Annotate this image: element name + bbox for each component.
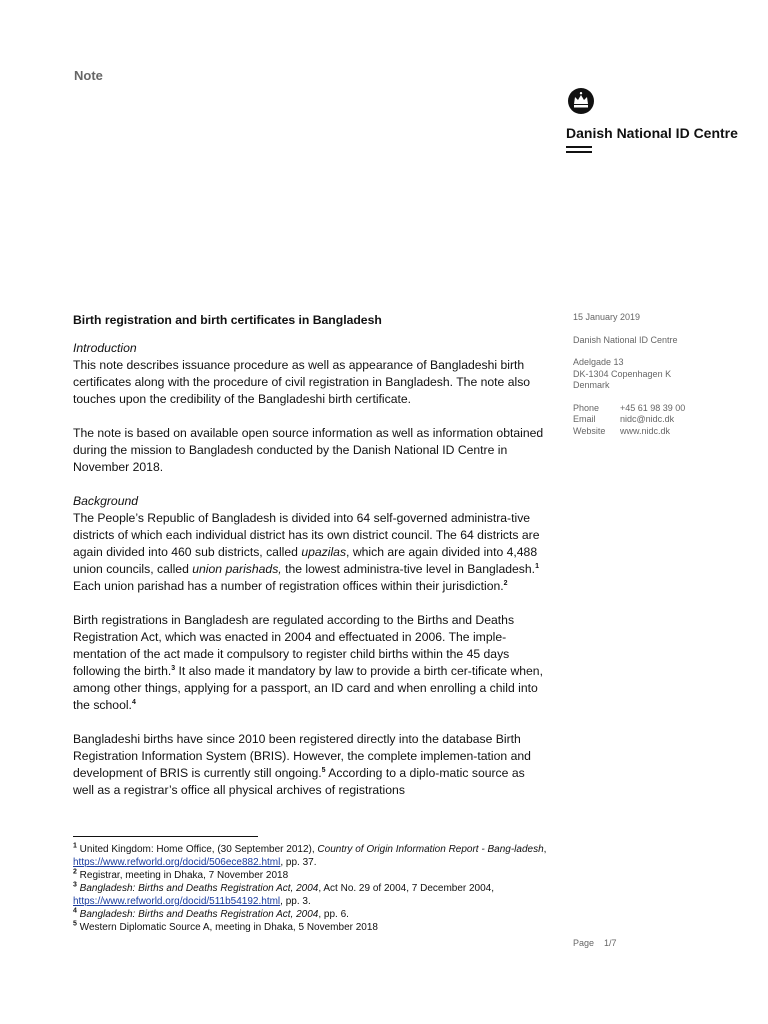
page-value: 1/7 bbox=[604, 938, 617, 948]
crown-icon bbox=[568, 88, 594, 114]
intro-paragraph-1 bbox=[73, 357, 548, 408]
address-line: Adelgade 13 bbox=[573, 357, 624, 367]
sidebar-info bbox=[573, 312, 753, 448]
background-heading: Background bbox=[73, 494, 139, 508]
contact-value[interactable]: +45 61 98 39 00 bbox=[620, 402, 686, 413]
logo-lines bbox=[566, 146, 592, 153]
footnote-divider bbox=[73, 836, 258, 837]
intro-text-1: This note describes issuance procedure as well as appearance of Bangladeshi birth certificates along with the procedure of civil registration in Bangladesh. The note also touches upon the credibility of the Bangladeshi birth certificate. bbox=[73, 358, 531, 406]
contact-phone bbox=[573, 403, 753, 415]
footnote-text: , pp. 6. bbox=[318, 909, 349, 920]
footnote-number: 2 bbox=[73, 868, 77, 876]
footnote-4 bbox=[73, 908, 548, 921]
contact-label: Email bbox=[573, 414, 596, 424]
document-title: Birth registration and birth certificates in Bangladesh bbox=[73, 313, 382, 327]
contact-label: Website bbox=[573, 425, 606, 436]
footnotes bbox=[73, 843, 548, 934]
org-name: Danish National ID Centre bbox=[566, 125, 738, 141]
page-label: Page bbox=[573, 938, 595, 948]
footnote-ref-2[interactable]: 2 bbox=[503, 579, 508, 587]
contact-block bbox=[573, 403, 753, 438]
footnote-2 bbox=[73, 869, 548, 882]
footnote-ref-5[interactable]: 5 bbox=[321, 766, 326, 774]
bg3-text: According to a diplo-matic source as well as a registrar’s office all physical archives of registrations bbox=[73, 766, 525, 797]
address-line: Denmark bbox=[573, 380, 610, 390]
page-number bbox=[573, 938, 617, 948]
footnote-text: Western Diplomatic Source A, meeting in Dhaka, 5 November 2018 bbox=[76, 922, 378, 933]
footnote-text: , pp. 37. bbox=[280, 857, 317, 868]
background-paragraph-3 bbox=[73, 731, 548, 799]
address-block bbox=[573, 357, 753, 392]
bg3-text: Bangladeshi births have since 2010 been registered directly into the database Birth Registration Information System (BRIS). However, the complete implemen-tation and development of BRIS is currently still ongoing. bbox=[73, 732, 531, 780]
footnote-text: , bbox=[543, 844, 547, 855]
bg1-text: , which are again divided into 4,488 union councils, called bbox=[73, 545, 538, 576]
footnote-5 bbox=[73, 921, 548, 934]
footnote-1 bbox=[73, 843, 548, 869]
footnote-ref-1[interactable]: 1 bbox=[535, 562, 539, 570]
contact-email bbox=[573, 414, 753, 426]
note-label: Note bbox=[74, 68, 103, 83]
background-paragraph-2 bbox=[73, 612, 548, 714]
intro-text-2: The note is based on available open source information as well as information obtained during the mission to Bangladesh conducted by the Danish National ID Centre in November 2018. bbox=[73, 426, 544, 474]
document-date: 15 January 2019 bbox=[573, 312, 641, 322]
footnote-text: Registrar, meeting in Dhaka, 7 November 2018 bbox=[76, 870, 289, 881]
footnote-number: 3 bbox=[73, 881, 77, 889]
footnote-italic: Bangladesh: Births and Deaths Registration Act, 2004 bbox=[76, 909, 319, 920]
address-line: DK-1304 Copenhagen K bbox=[573, 368, 672, 379]
org-logo bbox=[566, 88, 746, 156]
contact-label: Phone bbox=[573, 402, 600, 413]
footnote-link[interactable]: https://www.refworld.org/docid/506ece882.html bbox=[73, 857, 281, 868]
bg2-text: Birth registrations in Bangladesh are regulated according to the Births and Deaths Registration Act, which was enacted in 2004 and effectuated in 2006. The imple-mentation of the act made it compulsory to register child births within the 45 days following the birth. bbox=[73, 613, 515, 678]
footnote-italic: Country of Origin Information Report - Bang-ladesh bbox=[317, 844, 544, 855]
footnote-number: 1 bbox=[73, 842, 77, 850]
footnote-ref-3[interactable]: 3 bbox=[171, 664, 176, 672]
footnote-text: United Kingdom: Home Office, (30 September 2012), bbox=[76, 844, 318, 855]
footnote-ref-4[interactable]: 4 bbox=[131, 698, 136, 706]
footnote-italic: Bangladesh: Births and Deaths Registration Act, 2004 bbox=[76, 883, 319, 894]
bg1-text: the lowest administra-tive level in Bangladesh. bbox=[281, 562, 536, 576]
introduction-heading: Introduction bbox=[73, 341, 137, 355]
footnote-number: 4 bbox=[73, 907, 77, 915]
footnote-text: , Act No. 29 of 2004, 7 December 2004, bbox=[318, 883, 495, 894]
bg1-union-parishads: union parishads, bbox=[192, 562, 282, 576]
document-body bbox=[73, 312, 548, 816]
contact-value[interactable]: www.nidc.dk bbox=[620, 425, 671, 436]
sidebar-org: Danish National ID Centre bbox=[573, 334, 678, 345]
bg1-upazilas: upazilas bbox=[301, 545, 347, 559]
footnote-3 bbox=[73, 882, 548, 908]
contact-website bbox=[573, 426, 753, 438]
bg1-text: Each union parishad has a number of registration offices within their jurisdiction. bbox=[73, 579, 504, 593]
footnote-link[interactable]: https://www.refworld.org/docid/511b54192.html bbox=[73, 896, 281, 907]
contact-value[interactable]: nidc@nidc.dk bbox=[620, 414, 675, 424]
bg1-text: The People’s Republic of Bangladesh is divided into 64 self-governed administra-tive districts of which each individual district has its own district council. The 64 districts are again divided into 460 sub districts, called bbox=[73, 511, 540, 559]
footnote-text: , pp. 3. bbox=[280, 896, 311, 907]
bg2-text: It also made it mandatory by law to provide a birth cer-tificate when, among other things, applying for a passport, an ID card and when enrolling a child into the school. bbox=[73, 664, 543, 712]
footnote-number: 5 bbox=[73, 920, 77, 928]
intro-paragraph-2 bbox=[73, 425, 548, 476]
background-paragraph-1 bbox=[73, 510, 548, 595]
